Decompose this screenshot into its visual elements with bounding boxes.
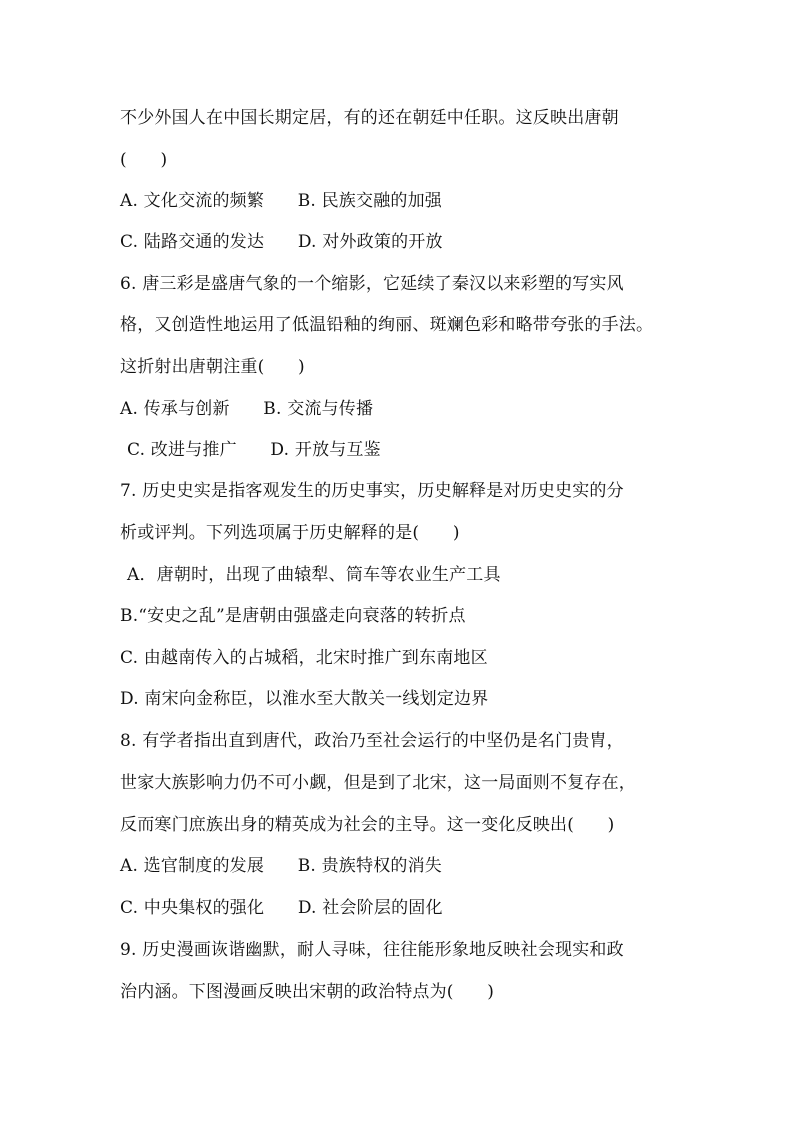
q5-options-ab: A. 文化交流的频繁 B. 民族交融的加强 (120, 191, 443, 211)
q7-stem-line-1: 7. 历史史实是指客观发生的历史事实，历史解释是对历史史实的分 (120, 481, 624, 501)
q7-option-d: D. 南宋向金称臣，以淮水至大散关一线划定边界 (120, 689, 489, 709)
q9-stem-line-2: 治内涵。下图漫画反映出宋朝的政治特点为( ) (120, 982, 495, 1002)
q6-options-cd: C. 改进与推广 D. 开放与互鉴 (127, 440, 381, 460)
q8-options-ab: A. 选官制度的发展 B. 贵族特权的消失 (120, 856, 443, 876)
q7-stem-line-2: 析或评判。下列选项属于历史解释的是( ) (120, 523, 460, 543)
q8-stem-line-2: 世家大族影响力仍不可小觑，但是到了北宋，这一局面则不复存在， (120, 773, 636, 793)
q5-stem-line: 不少外国人在中国长期定居，有的还在朝廷中任职。这反映出唐朝 (120, 108, 619, 128)
q9-stem-line-1: 9. 历史漫画诙谐幽默，耐人寻味，往往能形象地反映社会现实和政 (120, 940, 624, 960)
q8-stem-line-1: 8. 有学者指出直到唐代，政治乃至社会运行的中坚仍是名门贵胄， (120, 731, 624, 751)
q6-options-ab: A. 传承与创新 B. 交流与传播 (120, 399, 374, 419)
q6-stem-line-1: 6. 唐三彩是盛唐气象的一个缩影，它延续了秦汉以来彩塑的写实风 (120, 274, 624, 294)
q5-answer-bracket: ( ) (120, 150, 168, 170)
q6-stem-line-3: 这折射出唐朝注重( ) (120, 357, 305, 377)
q7-option-c: C. 由越南传入的占城稻，北宋时推广到东南地区 (120, 648, 488, 668)
q8-stem-line-3: 反而寒门庶族出身的精英成为社会的主导。这一变化反映出( ) (120, 815, 615, 835)
q6-stem-line-2: 格，又创造性地运用了低温铅釉的绚丽、斑斓色彩和略带夸张的手法。 (120, 315, 654, 335)
q7-option-a: A．唐朝时，出现了曲辕犁、筒车等农业生产工具 (127, 565, 501, 585)
q8-options-cd: C. 中央集权的强化 D. 社会阶层的固化 (120, 898, 443, 918)
q5-options-cd: C. 陆路交通的发达 D. 对外政策的开放 (120, 232, 443, 252)
q7-option-b: B.“安史之乱”是唐朝由强盛走向衰落的转折点 (120, 606, 466, 626)
